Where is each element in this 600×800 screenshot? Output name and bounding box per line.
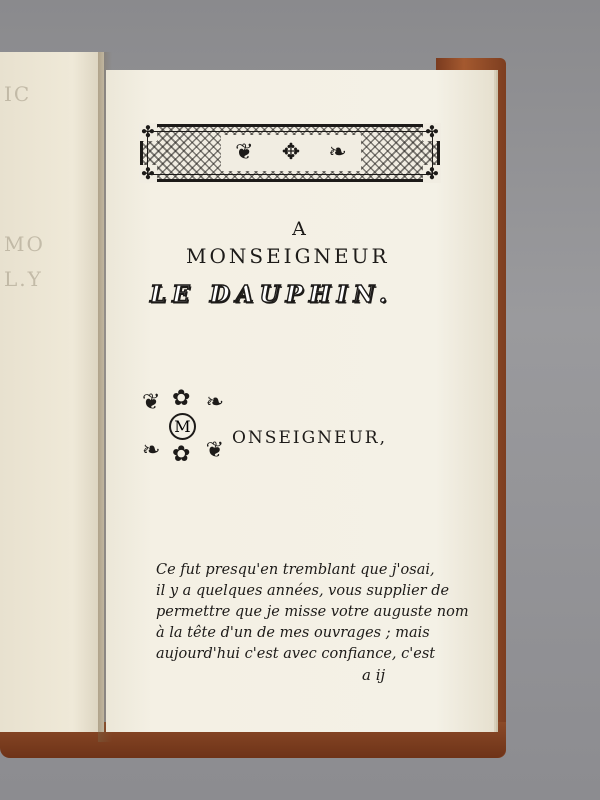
flourish-icon: ✿ xyxy=(172,442,191,467)
corner-ornament-icon: ✤ xyxy=(423,165,441,183)
headpiece-center-motif-icon xyxy=(221,135,361,171)
ornamental-headpiece-icon xyxy=(140,124,440,182)
dedication-dauphin: LE DAUPHIN. xyxy=(150,281,393,308)
corner-ornament-icon: ✤ xyxy=(139,165,157,183)
flourish-icon: ❦ xyxy=(205,438,224,463)
flourish-icon: ❦ xyxy=(142,390,161,415)
decorated-initial: M xyxy=(169,413,196,440)
body-line: il y a quelques années, vous supplier de xyxy=(156,583,450,599)
left-page-bleedthrough: IC xyxy=(4,82,32,106)
body-line: permettre que je misse votre auguste nom xyxy=(156,604,469,620)
flourish-icon: ✿ xyxy=(172,386,191,411)
salutation: ONSEIGNEUR, xyxy=(232,428,387,448)
left-page xyxy=(0,52,104,732)
corner-ornament-icon: ✤ xyxy=(139,123,157,141)
dedication-monseigneur: MONSEIGNEUR xyxy=(186,244,390,268)
flourish-icon: ❧ xyxy=(142,438,161,463)
dedication-a: A xyxy=(292,218,308,240)
floral-initial-frame-icon xyxy=(142,386,224,467)
body-line: Ce fut presqu'en tremblant que j'osai, xyxy=(156,562,435,578)
signature-mark: a ij xyxy=(362,666,386,684)
corner-ornament-icon: ✤ xyxy=(423,123,441,141)
left-page-bleedthrough: MO xyxy=(4,232,45,256)
body-line: à la tête d'un de mes ouvrages ; mais xyxy=(156,625,430,641)
flourish-icon: ❧ xyxy=(205,390,224,415)
scroll-ornament-icon: ❦ xyxy=(235,140,254,165)
scroll-ornament-icon: ❧ xyxy=(328,140,347,165)
body-line: aujourd'hui c'est avec confiance, c'est xyxy=(156,646,436,662)
left-page-bleedthrough: L.Y xyxy=(4,267,43,291)
fleuron-icon: ✥ xyxy=(281,140,301,165)
